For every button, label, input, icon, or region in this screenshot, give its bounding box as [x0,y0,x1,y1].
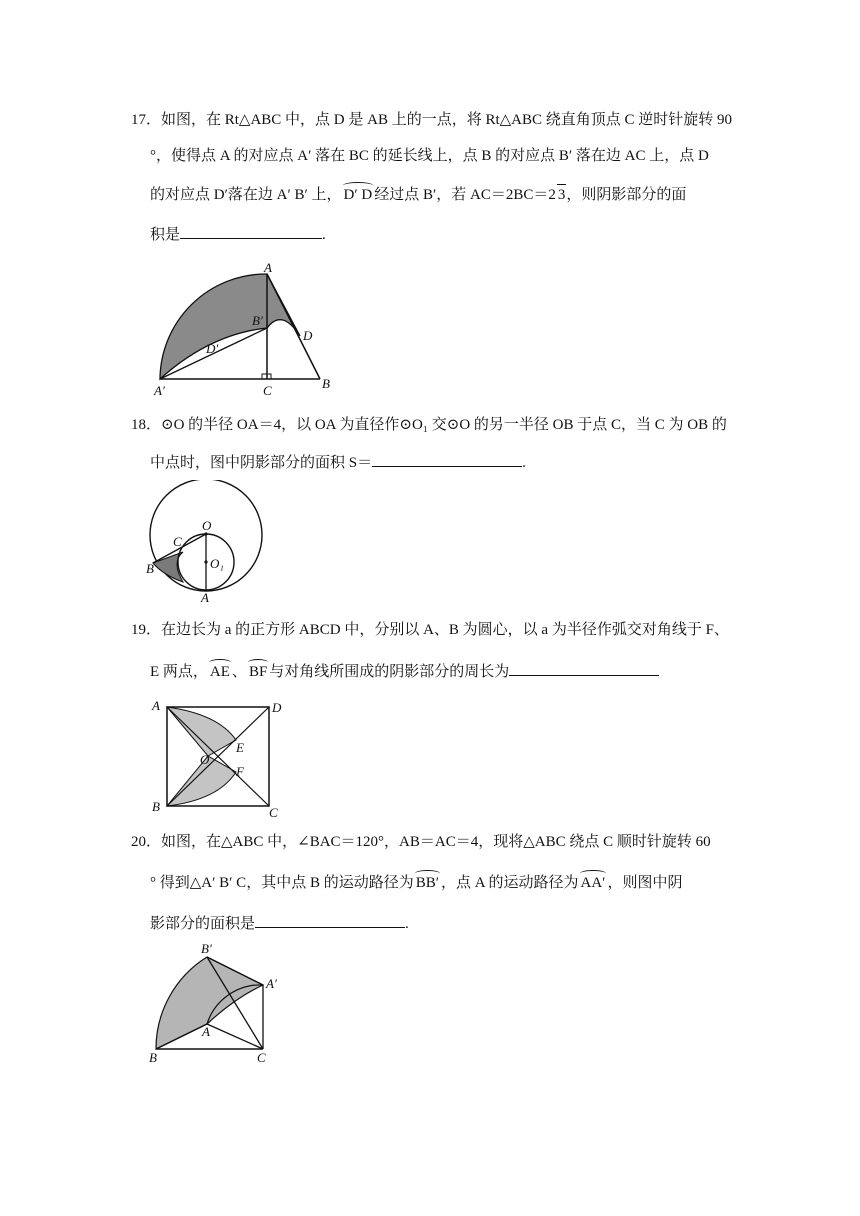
q17-line-3-mid: 经过点 B′，若 AC＝2BC＝2 [374,187,556,203]
q17-label-d: D [303,328,313,343]
q19-label-e: E [236,740,244,755]
q17-line-3-end: ，则阴影部分的面 [566,187,687,203]
q17-line-2: °，使得点 A 的对应点 A′ 落在 BC 的延长线上，点 B 的对应点 B′ 落在边 AC 上，点 D [150,148,709,164]
q17-answer-blank [180,224,322,239]
q20-answer-blank [255,913,405,928]
q20-line-3-end: . [405,916,409,932]
q18-line-2-end: . [522,455,526,471]
q20-label-b: B [149,1050,157,1065]
q19-line-2-start: E 两点， [150,664,208,680]
q20-line-3-start: 影部分的面积是 [150,916,256,932]
q17-line-4-start: 积是 [150,227,181,243]
q17-line-3-start: 的对应点 D′落在边 A′ B′ 上， [150,187,342,203]
q17-line-4-end: . [322,227,326,243]
q18-figure [143,480,273,605]
q20-line-2 [150,873,682,893]
q20-line-2-start: ° 得到△A′ B′ C，其中点 B 的运动路径为 [150,875,414,891]
q19-figure [148,694,293,824]
q19-label-f: F [236,764,244,779]
q17-line-3 [150,184,686,205]
q19-arc-bf: BF [248,664,268,680]
q19-answer-blank [509,661,659,676]
q17-sqrt: 3 [557,184,567,205]
q17-label-ap: A′ [154,383,165,398]
q20-label-a: A [202,1024,210,1039]
q18-line-1: 18．⊙O 的半径 OA＝4，以 OA 为直径作⊙O₁ 交⊙O 的另一半径 OB 于点 C，当 C 为 OB 的 [131,417,727,433]
q19-line-2 [150,661,659,682]
q19-label-b: B [152,799,160,814]
q20-arc-bb: BB′ [415,875,439,891]
q17-line-4 [150,224,326,245]
q18-line-2-start: 中点时，图中阴影部分的面积 S＝ [150,455,373,471]
q18-label-o: O [202,518,212,533]
q20-arc-aa: AA′ [580,875,606,891]
q20-line-2-mid: ，点 A 的运动路径为 [441,875,579,891]
q20-line-3 [150,913,409,934]
q19-line-1: 19．在边长为 a 的正方形 ABCD 中，分别以 A、B 为圆心，以 a 为半径作弧交对角线于 F、 [131,622,729,638]
q20-figure [145,940,295,1068]
q19-label-d: D [272,700,282,715]
q18-label-b: B [146,561,154,576]
q17-label-c: C [263,383,272,398]
q17-label-b: B [322,376,330,391]
q19-label-c: C [269,805,278,820]
q17-label-dp: D′ [206,341,219,356]
q18-line-2 [150,452,526,473]
q19-label-o: O [200,752,210,767]
q17-label-a: A [264,260,272,275]
q17-line-1: 17．如图，在 Rt△ABC 中，点 D 是 AB 上的一点，将 Rt△ABC 绕直角顶点 C 逆时针旋转 90 [131,112,733,128]
q18-label-o1: O₁ [210,556,224,571]
q17-label-bp: B′ [252,313,263,328]
q20-label-bp: B′ [201,941,212,956]
q18-answer-blank [372,452,522,467]
q20-label-c: C [257,1050,266,1065]
q19-label-a: A [152,698,160,713]
q17-arc-dd: D′ D [343,187,373,203]
q17-shaded-region [160,274,300,379]
q20-line-1: 20．如图，在△ABC 中，∠BAC＝120°，AB＝AC＝4，现将△ABC 绕点 C 顺时针旋转 60 [131,834,711,850]
q19-arc-ae: AE [209,664,230,680]
q18-label-a: A [201,590,209,605]
q19-line-2-end: 与对角线所围成的阴影部分的周长为 [269,664,510,680]
q18-label-c: C [173,534,182,549]
q19-separator: 、 [231,664,247,680]
q20-line-2-end: ，则图中阴 [607,875,683,891]
q20-label-ap: A′ [266,976,277,991]
q17-figure [150,258,350,400]
